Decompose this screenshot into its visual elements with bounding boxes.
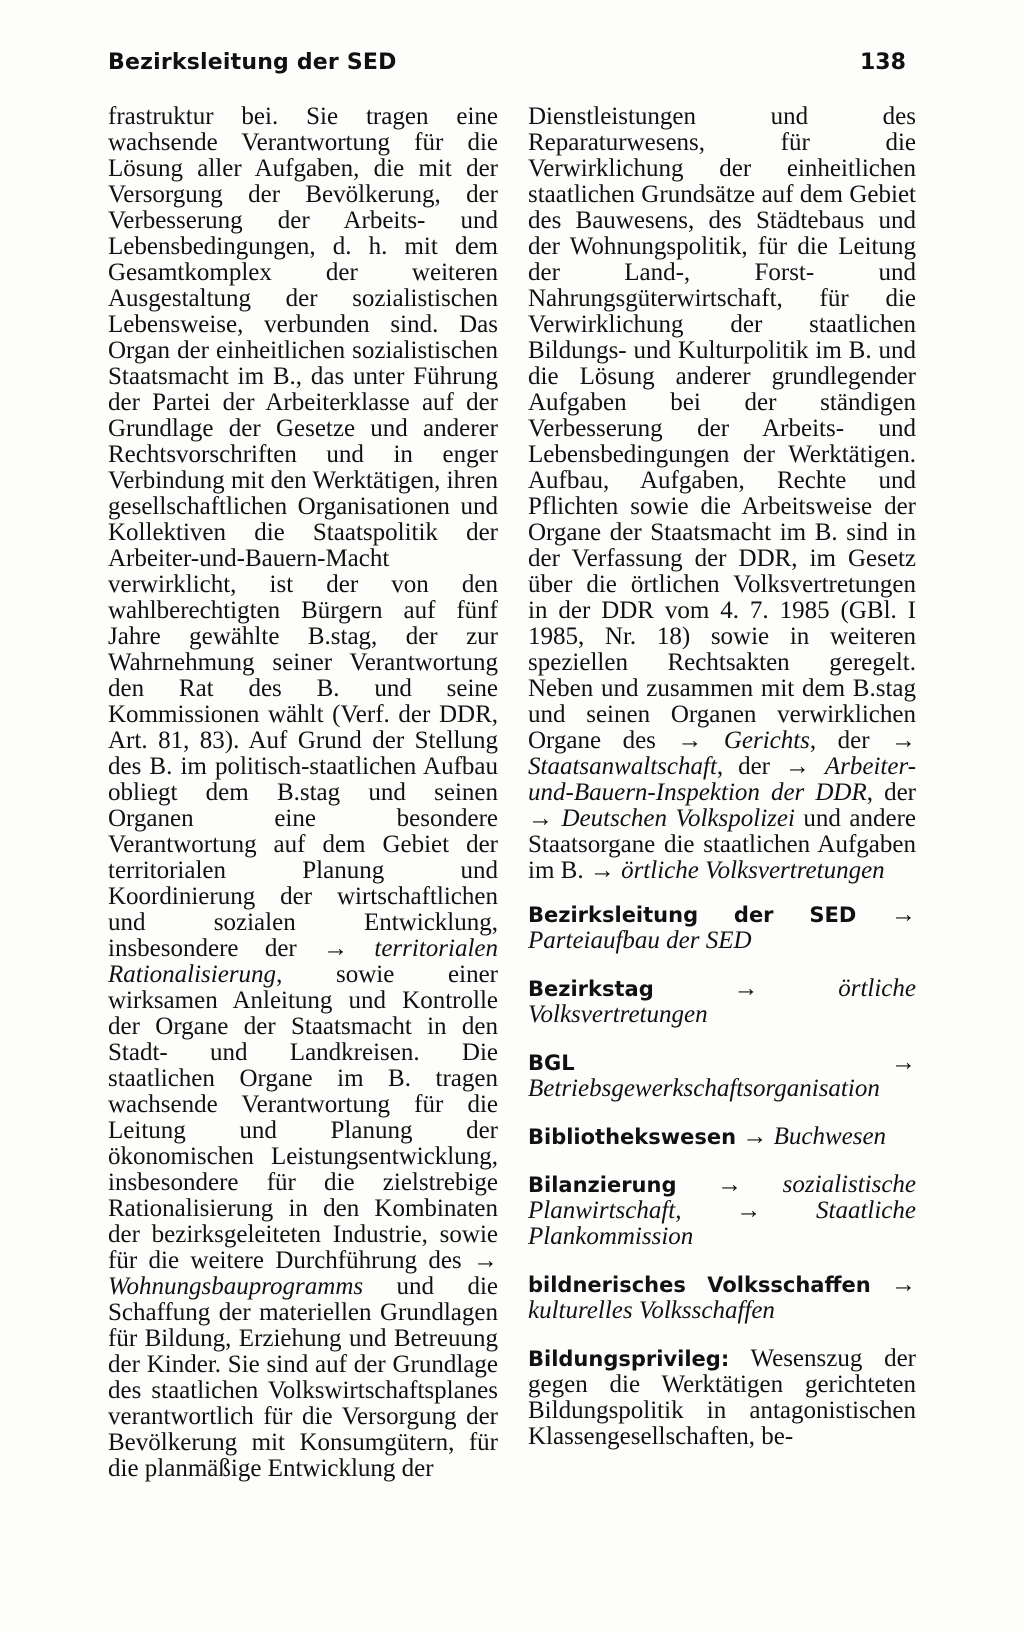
page-number: 138 [860, 50, 906, 75]
body-text: , der [716, 753, 785, 780]
cross-reference[interactable]: Buchwesen [773, 1123, 887, 1150]
entry-term: Bilanzierung [528, 1173, 677, 1197]
entry-term: Bezirksleitung der SED [528, 903, 857, 927]
arrow-icon: → [742, 1123, 768, 1150]
arrow-icon: → [677, 727, 703, 754]
body-text: und andere Staatsorgane die staatlichen Aufgaben im B. [528, 805, 916, 884]
entry-term: Bildungsprivileg: [528, 1347, 730, 1371]
entry-term: bildnerisches Volksschaffen [528, 1273, 871, 1297]
body-text: , der [866, 779, 916, 806]
cross-reference[interactable]: örtliche Volksvertretungen [528, 975, 916, 1028]
dictionary-entry [528, 1172, 916, 1250]
cross-reference[interactable]: Betriebsgewerkschaftsorganisation [528, 1075, 880, 1102]
body-text: und die Schaffung der materiellen Grundlagen für Bildung, Erziehung und Betreuung der Kinder. Sie sind auf der Grundlage des staatlichen Volkswirtschaftsplanes verantwortlich für die Versorgung der Bevölkerung mit Konsumgütern, für die planmäßige Entwicklung der [108, 1273, 498, 1482]
left-column [108, 104, 498, 1482]
arrow-icon: → [473, 1247, 498, 1274]
dictionary-entry [528, 1050, 916, 1102]
cross-reference[interactable]: Staatsanwaltschaft [528, 753, 717, 780]
arrow-icon: → [589, 857, 615, 884]
arrow-icon: → [891, 727, 916, 754]
cross-reference[interactable]: territorialen Rationalisierung [108, 935, 498, 988]
body-text: frastruktur bei. Sie tragen eine wachsende Verantwortung für die Lösung aller Aufgaben, die mit der Versorgung der Bevölkerung, der Verbesserung der Arbeits- und Lebensbedingungen, d. h. mit dem Gesamtkomplex der weiteren Ausgestaltung der sozialistischen Lebensweise, verbunden sind. Das Organ der einheitlichen sozialistischen Staatsmacht im B., das unter Führung der Partei der Arbeiterklasse auf der Grundlage der Gesetze und anderer Rechtsvorschriften und in enger Verbindung mit den Werktätigen, ihren gesellschaftlichen Organisationen und Kollektiven die Staatspolitik der Arbeiter-und-Bauern-Macht verwirklicht, ist der von den wahlberechtigten Bürgern auf fünf Jahre gewählte B.stag, der zur Wahrnehmung seiner Verantwortung den Rat des B. und seine Kommissionen wählt (Verf. der DDR, Art. 81, 83). Auf Grund der Stellung des B. im politisch-staatlichen Aufbau obliegt dem B.stag und seinen Organen eine besondere Verantwortung auf dem Gebiet der territorialen Planung und Koordinierung der wirtschaftlichen und sozialen Entwicklung, insbesondere der [108, 103, 498, 962]
arrow-icon: → [891, 1271, 916, 1298]
cross-reference[interactable]: Gerichts [723, 727, 810, 754]
running-title: Bezirksleitung der SED [108, 50, 397, 75]
body-paragraph [108, 104, 498, 1482]
entry-term: BGL [528, 1051, 575, 1075]
arrow-icon: → [891, 1049, 916, 1076]
dictionary-entry [528, 1346, 916, 1450]
arrow-icon: → [323, 935, 349, 962]
cross-reference[interactable]: kulturelles Volksschaffen [528, 1297, 775, 1324]
cross-reference[interactable]: sozialistische Planwirtschaft, [528, 1171, 917, 1224]
arrow-icon: → [733, 975, 759, 1002]
right-column [528, 104, 916, 1450]
body-text: Dienstleistungen und des Reparaturwesens, für die Verwirklichung der einheitlichen staatlichen Grundsätze auf dem Gebiet des Bauwesens, des Städtebaus und der Wohnungspolitik, für die Leitung der Land-, Forst- und Nahrungsgüterwirtschaft, für die Verwirklichung der staatlichen Bildungs- und Kulturpolitik im B. und die Lösung anderer grundlegender Aufgaben bei der ständigen Verbesserung der Arbeits- und Lebensbedingungen der Werktätigen. Aufbau, Aufgaben, Rechte und Pflichten sowie die Arbeitsweise der Organe der Staatsmacht im B. sind in der Verfassung der DDR, im Gesetz über die örtlichen Volksvertretungen in der DDR vom 4. 7. 1985 (GBl. I 1985, Nr. 18) sowie in weiteren speziellen Rechtsakten geregelt. Neben und zusammen mit dem B.stag und seinen Organen verwirklichen Organe des [528, 103, 916, 754]
cross-reference[interactable]: Parteiaufbau der SED [528, 927, 752, 954]
cross-reference[interactable]: Deutschen Volkspolizei [561, 805, 795, 832]
arrow-icon: → [717, 1171, 743, 1198]
body-text: , sowie einer wirksamen Anleitung und Kontrolle der Organe der Staatsmacht in den Stadt- und Landkreisen. Die staatlichen Organe im B. tragen wachsende Verantwortung für die Leitung und Planung der ökonomischen Leistungsentwicklung, insbesondere für die zielstrebige Rationalisierung in den Kombinaten der bezirksgeleiteten Industrie, sowie für die weitere Durchführung des [108, 961, 498, 1274]
dictionary-entry [528, 902, 916, 954]
cross-reference[interactable]: Arbeiter-und-Bauern-Inspektion der DDR [528, 753, 917, 806]
dictionary-entry [528, 1272, 916, 1324]
entry-definition: Wesenszug der gegen die Werktätigen gerichteten Bildungspolitik in antagonistischen Klassengesellschaften, be- [528, 1345, 916, 1450]
dictionary-entry [528, 976, 916, 1028]
cross-reference[interactable]: Staatliche Plankommission [528, 1197, 916, 1250]
entry-term: Bibliothekswesen [528, 1125, 737, 1149]
arrow-icon: → [784, 753, 810, 780]
cross-reference[interactable]: Wohnungsbauprogramms [108, 1273, 364, 1300]
dictionary-entry [528, 1124, 916, 1150]
body-paragraph [528, 104, 916, 884]
cross-reference[interactable]: örtliche Volksvertretungen [621, 857, 885, 884]
entry-term: Bezirkstag [528, 977, 654, 1001]
arrow-icon: → [528, 805, 553, 832]
arrow-icon: → [736, 1197, 762, 1224]
body-text: , der [809, 727, 891, 754]
arrow-icon: → [891, 901, 916, 928]
